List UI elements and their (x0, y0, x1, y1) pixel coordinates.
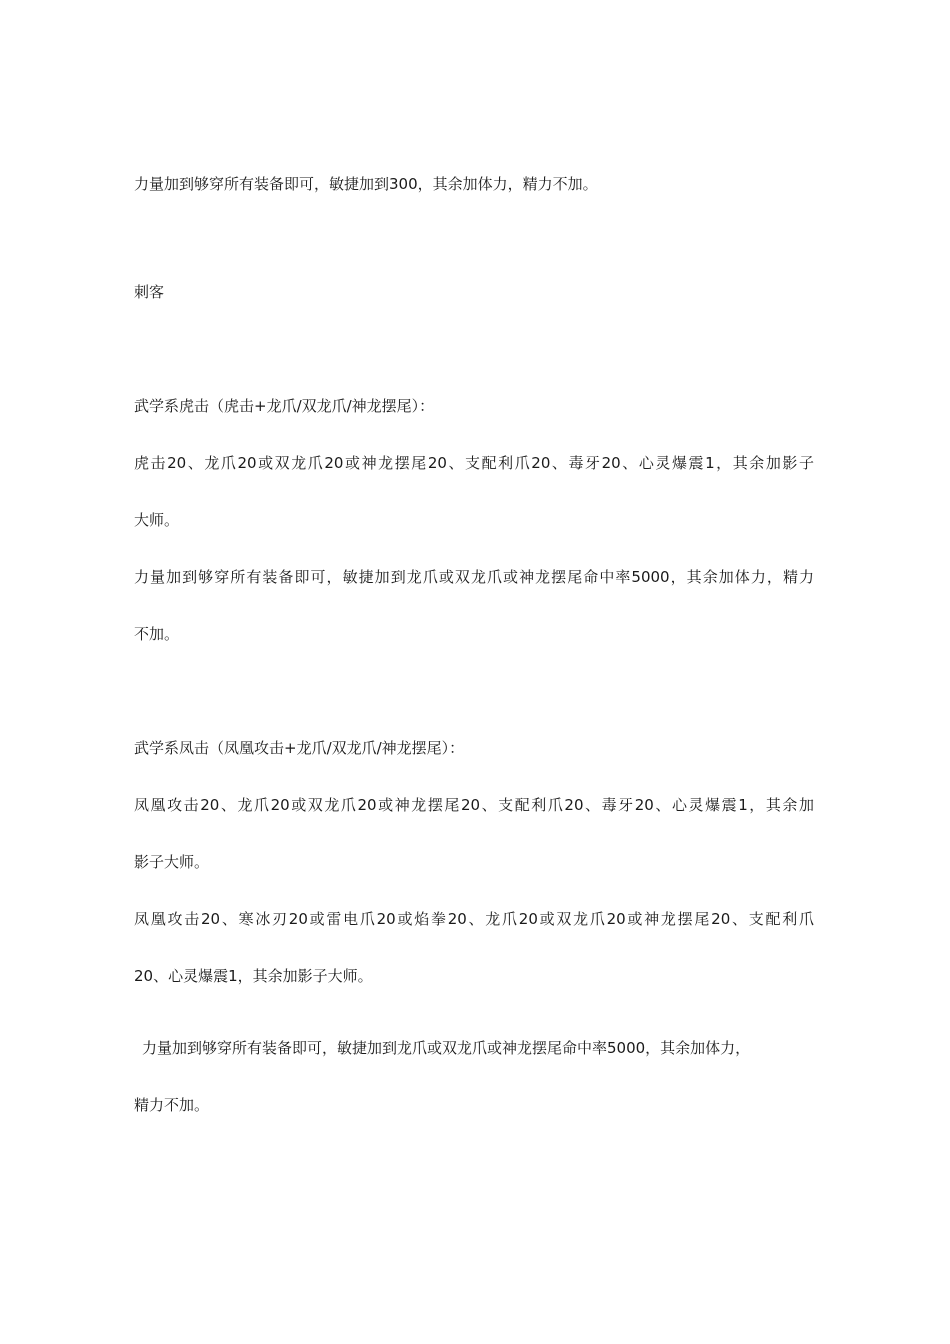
phoenix-skills-b-line-1: 凤凰攻击20、寒冰刃20或雷电爪20或焰拳20、龙爪20或双龙爪20或神龙摆尾20、支配利爪 (134, 910, 814, 928)
subheading-tiger-strike: 武学系虎击（虎击+龙爪/双龙爪/神龙摆尾）： (134, 397, 435, 415)
phoenix-skills-a-line-1: 凤凰攻击20、龙爪20或双龙爪20或神龙摆尾20、支配利爪20、毒牙20、心灵爆震1，其余加 (134, 796, 814, 814)
tiger-skills-line-1: 虎击20、龙爪20或双龙爪20或神龙摆尾20、支配利爪20、毒牙20、心灵爆震1，其余加影子 (134, 454, 814, 472)
phoenix-stats-line-2: 精力不加。 (134, 1096, 210, 1114)
phoenix-skills-a-line-2: 影子大师。 (134, 853, 210, 871)
tiger-stats-line-1: 力量加到够穿所有装备即可，敏捷加到龙爪或双龙爪或神龙摆尾命中率5000，其余加体力，精力 (134, 568, 814, 586)
tiger-stats-line-2: 不加。 (134, 625, 180, 643)
paragraph-intro-stats: 力量加到够穿所有装备即可，敏捷加到300，其余加体力，精力不加。 (134, 175, 598, 193)
phoenix-stats-line-1: 力量加到够穿所有装备即可，敏捷加到龙爪或双龙爪或神龙摆尾命中率5000，其余加体力， (142, 1039, 751, 1057)
section-heading-assassin: 刺客 (134, 283, 165, 301)
phoenix-skills-b-line-2: 20、心灵爆震1，其余加影子大师。 (134, 967, 373, 985)
subheading-phoenix-strike: 武学系凤击（凤凰攻击+龙爪/双龙爪/神龙摆尾）： (134, 739, 465, 757)
tiger-skills-line-2: 大师。 (134, 511, 180, 529)
